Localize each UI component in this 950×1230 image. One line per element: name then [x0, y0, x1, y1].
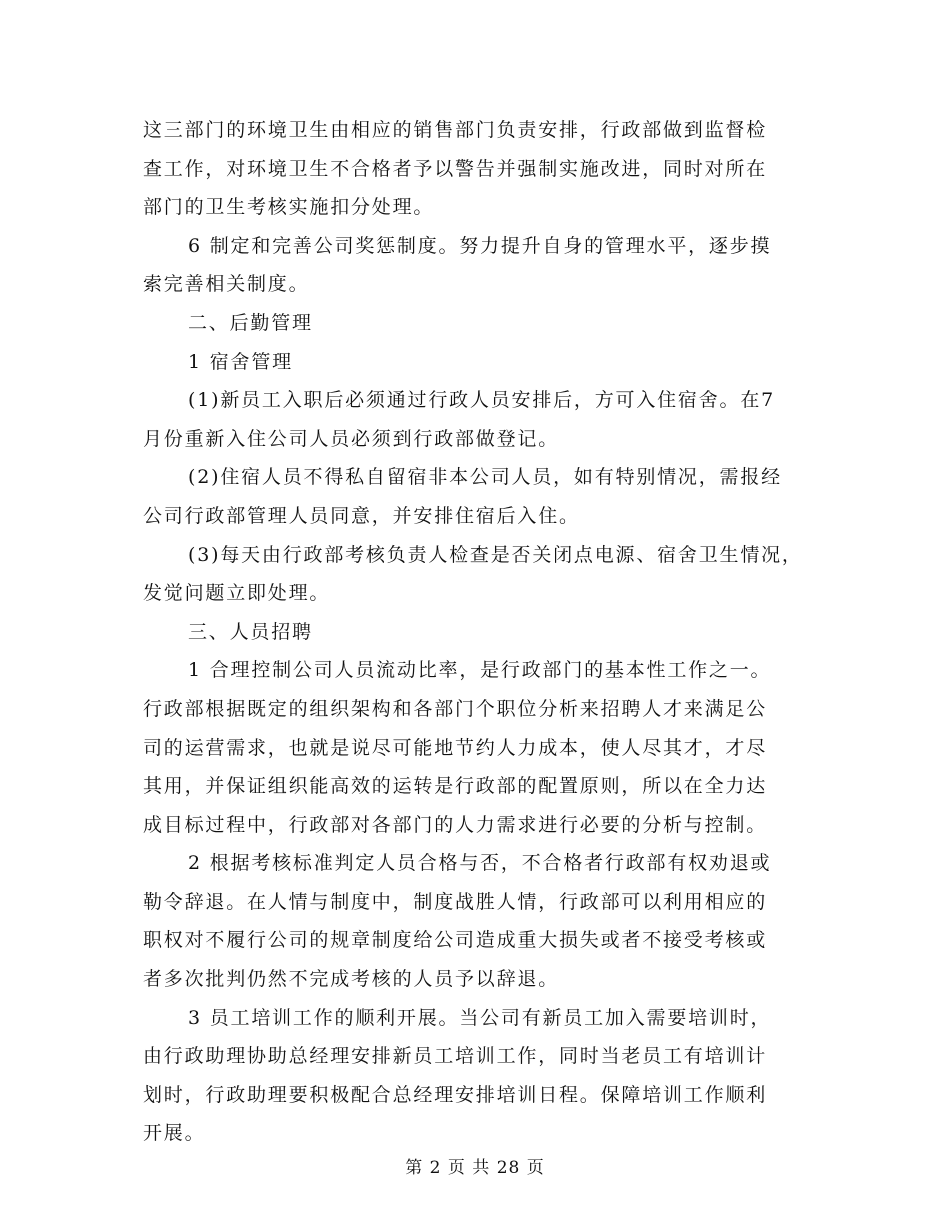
text-line: 1 宿舍管理: [188, 350, 293, 373]
text-line: 部门的卫生考核实施扣分处理。: [143, 196, 435, 219]
text-line: 1 合理控制公司人员流动比率，是行政部门的基本性工作之一。: [188, 659, 772, 682]
text-line: 索完善相关制度。: [143, 273, 310, 296]
text-line: 三、人员招聘: [188, 620, 313, 643]
text-line: 开展。: [143, 1122, 206, 1145]
text-line: 行政部根据既定的组织架构和各部门个职位分析来招聘人才来满足公: [143, 697, 768, 720]
text-line: 司的运营需求，也就是说尽可能地节约人力成本，使人尽其才，才尽: [143, 736, 768, 759]
text-line: 勒令辞退。在人情与制度中，制度战胜人情，行政部可以利用相应的: [143, 890, 768, 913]
text-line: 2 根据考核标准判定人员合格与否，不合格者行政部有权劝退或: [188, 852, 772, 875]
text-line: 月份重新入住公司人员必须到行政部做登记。: [143, 427, 560, 450]
text-line: 二、后勤管理: [188, 311, 313, 334]
text-line: 查工作，对环境卫生不合格者予以警告并强制实施改进，同时对所在: [143, 157, 768, 180]
text-line: 职权对不履行公司的规章制度给公司造成重大损失或者不接受考核或: [143, 929, 768, 952]
text-line: 公司行政部管理人员同意，并安排住宿后入住。: [143, 504, 580, 527]
text-line: 者多次批判仍然不完成考核的人员予以辞退。: [143, 968, 560, 991]
page-footer: 第 2 页 共 28 页: [405, 1158, 545, 1178]
text-line: 3 员工培训工作的顺利开展。当公司有新员工加入需要培训时，: [188, 1006, 772, 1029]
text-line: 其用，并保证组织能高效的运转是行政部的配置原则，所以在全力达: [143, 775, 768, 798]
text-line: 6 制定和完善公司奖惩制度。努力提升自身的管理水平，逐步摸: [188, 234, 772, 257]
text-line: 这三部门的环境卫生由相应的销售部门负责安排，行政部做到监督检: [143, 119, 768, 141]
text-line: 划时，行政助理要积极配合总经理安排培训日程。保障培训工作顺利: [143, 1083, 768, 1106]
text-line: (3)每天由行政部考核负责人检查是否关闭点电源、宿舍卫生情况，: [188, 543, 803, 566]
text-line: 成目标过程中，行政部对各部门的人力需求进行必要的分析与控制。: [143, 813, 768, 836]
text-line: (2)住宿人员不得私自留宿非本公司人员，如有特别情况，需报经: [188, 466, 782, 489]
text-line: 发觉问题立即处理。: [143, 582, 331, 605]
text-line: 由行政助理协助总经理安排新员工培训工作，同时当老员工有培训计: [143, 1045, 768, 1068]
text-line: (1)新员工入职后必须通过行政人员安排后，方可入住宿舍。在7: [188, 389, 776, 412]
document-body: [143, 111, 818, 1153]
